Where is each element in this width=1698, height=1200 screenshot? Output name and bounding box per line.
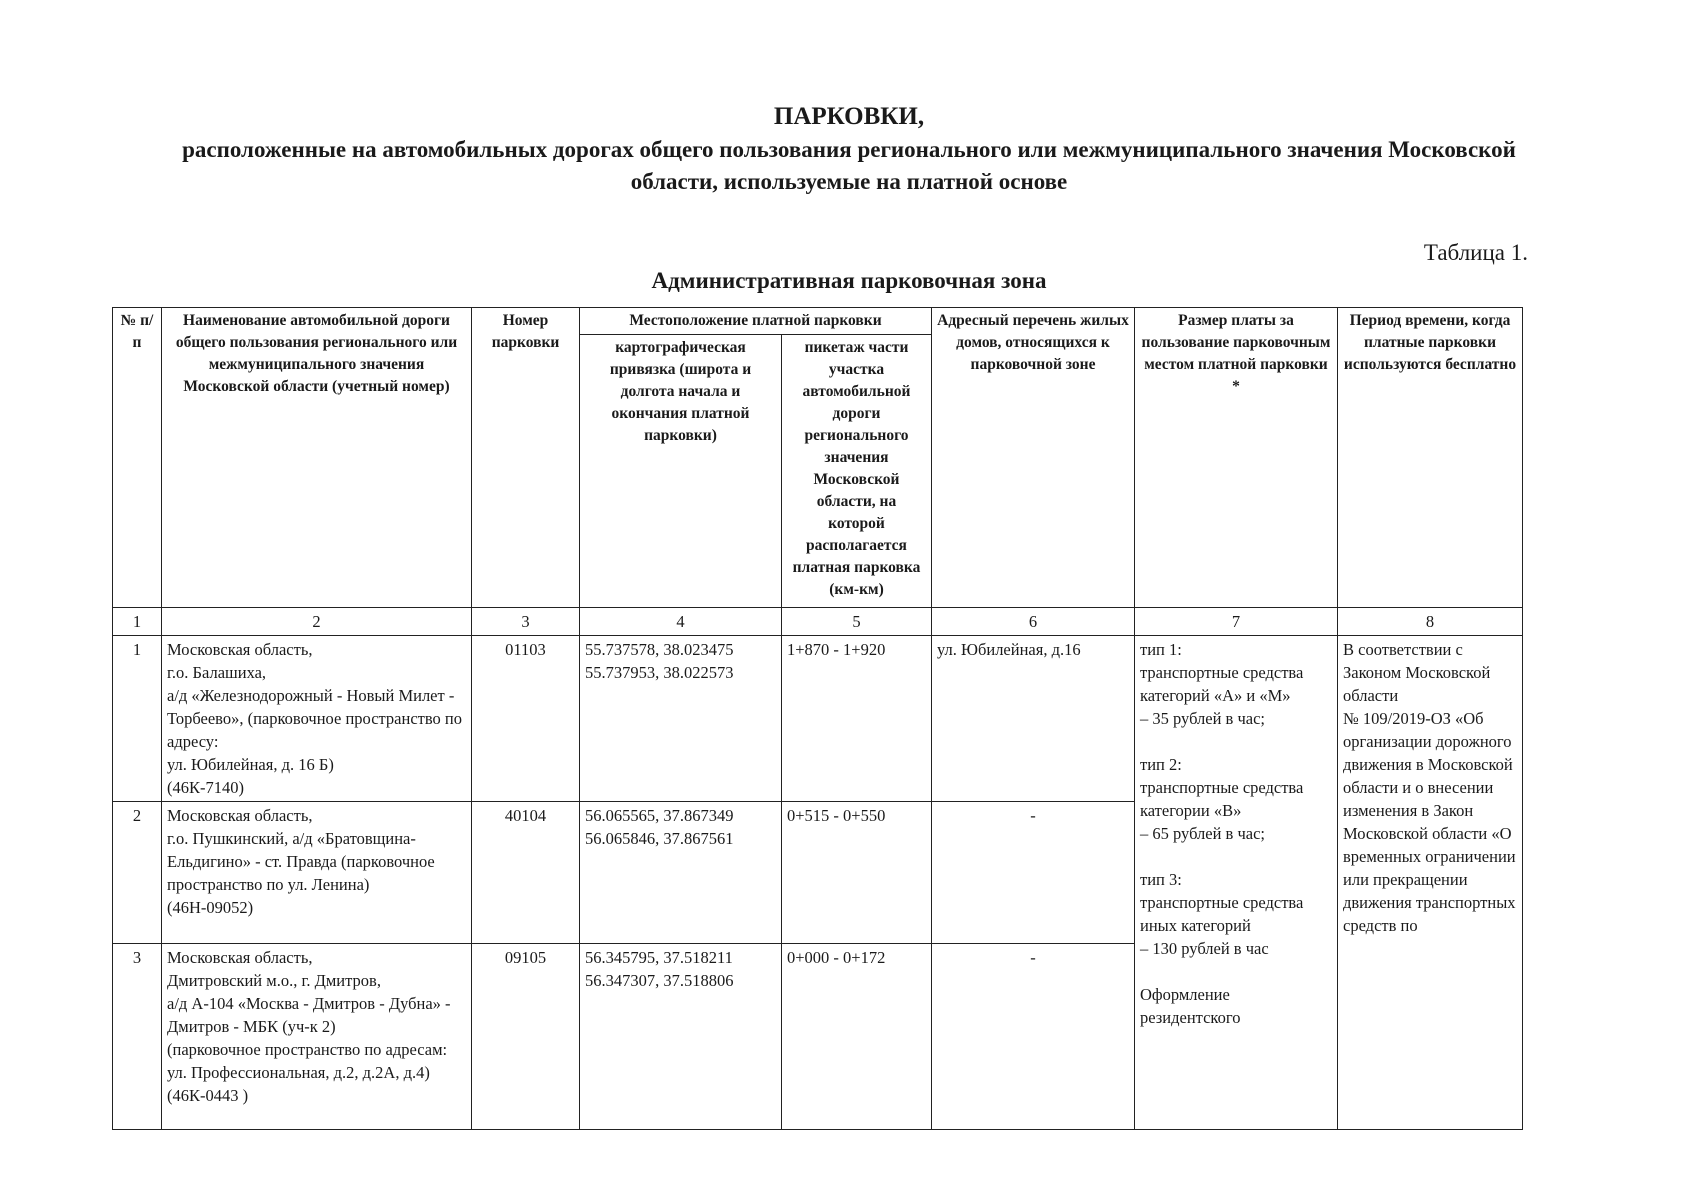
row-num: 2 bbox=[113, 802, 162, 944]
picket: 0+515 - 0+550 bbox=[782, 802, 932, 944]
document-subtitle: расположенные на автомобильных дорогах общего пользования регионального или межмуниципального значения Московской области, используемые на платной основе bbox=[182, 137, 1516, 194]
document-title-block bbox=[0, 100, 1698, 198]
column-number: 4 bbox=[580, 608, 782, 636]
coordinates: 55.737578, 38.023475 55.737953, 38.022573 bbox=[580, 636, 782, 802]
header-addresses: Адресный перечень жилых домов, относящихся к парковочной зоне bbox=[932, 308, 1135, 608]
header-picket: пикетаж части участка автомобильной дороги регионального значения Московской области, на которой располагается платная парковка (км-км) bbox=[782, 335, 932, 608]
addresses: - bbox=[932, 944, 1135, 1130]
header-fee: Размер платы за пользование парковочным местом платной парковки * bbox=[1135, 308, 1338, 608]
header-road: Наименование автомобильной дороги общего пользования регионального или межмуниципального значения Московской области (учетный номер) bbox=[162, 308, 472, 608]
document-title: ПАРКОВКИ, bbox=[773, 103, 925, 130]
road-name: Московская область, Дмитровский м.о., г. Дмитров, а/д А-104 «Москва - Дмитров - Дубна» - Дмитров - МБК (уч-к 2) (парковочное пространство по адресам: ул. Профессиональная, д.2, д.2А, д.4) (46К-0443 ) bbox=[162, 944, 472, 1130]
coordinates: 56.065565, 37.867349 56.065846, 37.867561 bbox=[580, 802, 782, 944]
column-number-row bbox=[113, 608, 1523, 636]
column-number: 6 bbox=[932, 608, 1135, 636]
table-number: Таблица 1. bbox=[1423, 240, 1528, 265]
parking-number: 01103 bbox=[472, 636, 580, 802]
parking-number: 09105 bbox=[472, 944, 580, 1130]
road-name: Московская область, г.о. Балашиха, а/д «Железнодорожный - Новый Милет - Торбеево», (парковочное пространство по адресу: ул. Юбилейная, д. 16 Б) (46К-7140) bbox=[162, 636, 472, 802]
header-free-period: Период времени, когда платные парковки используются бесплатно bbox=[1338, 308, 1523, 608]
row-num: 3 bbox=[113, 944, 162, 1130]
picket: 0+000 - 0+172 bbox=[782, 944, 932, 1130]
table-row bbox=[113, 636, 1523, 802]
road-name: Московская область, г.о. Пушкинский, а/д «Братовщина-Ельдигино» - ст. Правда (парковочное пространство по ул. Ленина) (46Н-09052) bbox=[162, 802, 472, 944]
column-number: 3 bbox=[472, 608, 580, 636]
parking-table bbox=[112, 307, 1523, 1130]
column-number: 5 bbox=[782, 608, 932, 636]
free-period: В соответствии с Законом Московской области № 109/2019-ОЗ «Об организации дорожного движения в Московской области и о внесении изменения в Закон Московской области «О временных ограничении или прекращении движения транспортных средств по bbox=[1338, 636, 1523, 1130]
coordinates: 56.345795, 37.518211 56.347307, 37.518806 bbox=[580, 944, 782, 1130]
column-number: 2 bbox=[162, 608, 472, 636]
addresses: - bbox=[932, 802, 1135, 944]
parking-fee: тип 1: транспортные средства категорий «А» и «М» – 35 рублей в час; тип 2: транспортные средства категории «В» – 65 рублей в час; тип 3: транспортные средства иных категорий – 130 рублей в час Оформление резидентского bbox=[1135, 636, 1338, 1130]
header-coordinates: картографическая привязка (широта и долгота начала и окончания платной парковки) bbox=[580, 335, 782, 608]
column-number: 1 bbox=[113, 608, 162, 636]
header-location: Местоположение платной парковки bbox=[580, 308, 932, 335]
row-num: 1 bbox=[113, 636, 162, 802]
header-parking-number: Номер парковки bbox=[472, 308, 580, 608]
parking-number: 40104 bbox=[472, 802, 580, 944]
addresses: ул. Юбилейная, д.16 bbox=[932, 636, 1135, 802]
column-number: 7 bbox=[1135, 608, 1338, 636]
header-num: № п/п bbox=[113, 308, 162, 608]
column-number: 8 bbox=[1338, 608, 1523, 636]
picket: 1+870 - 1+920 bbox=[782, 636, 932, 802]
zone-title: Административная парковочная зона bbox=[651, 268, 1047, 293]
